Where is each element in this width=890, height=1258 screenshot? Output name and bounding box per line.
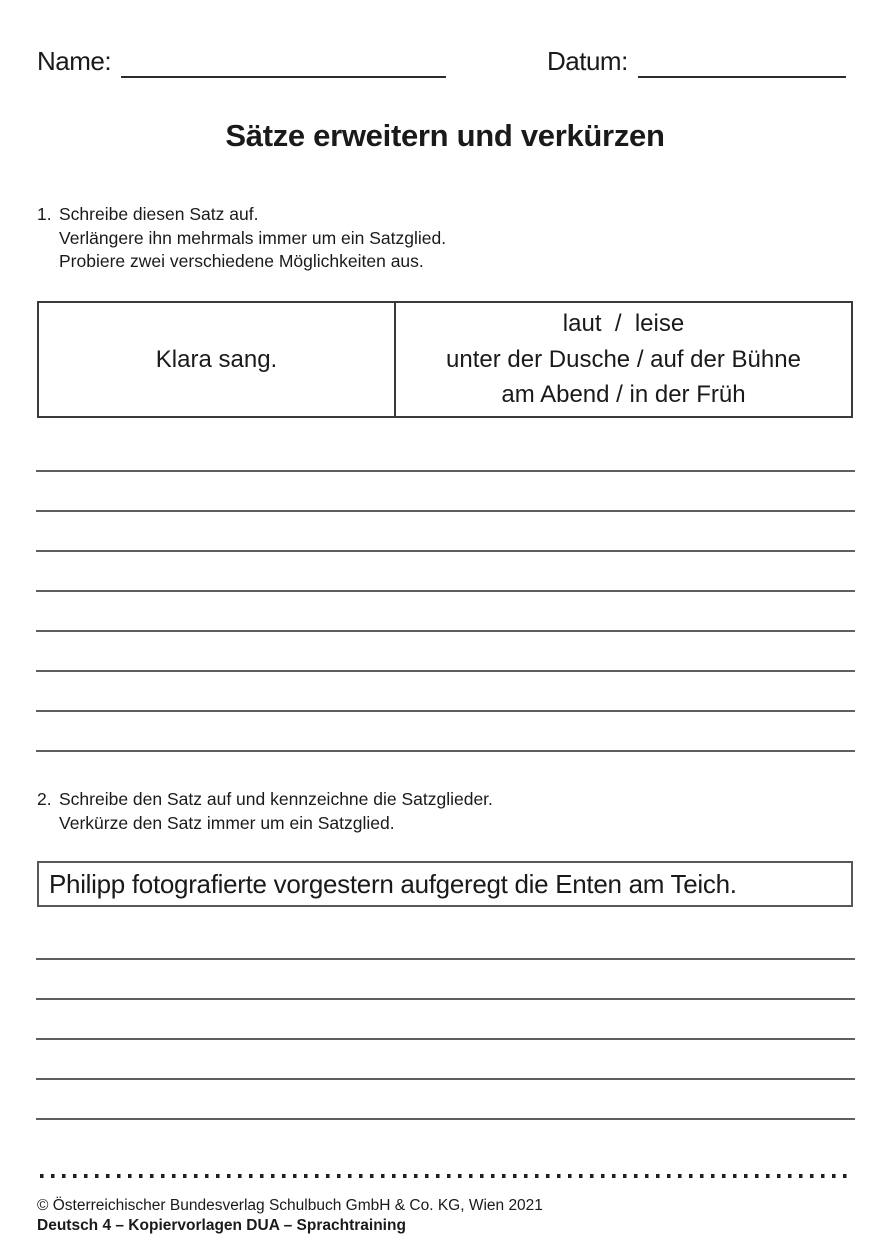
task2-instruction-line: Verkürze den Satz immer um ein Satzglied.	[59, 812, 395, 833]
writing-line[interactable]	[36, 592, 855, 632]
writing-line[interactable]	[36, 920, 855, 960]
writing-line[interactable]	[36, 1040, 855, 1080]
copyright-text: © Österreichischer Bundesverlag Schulbuch GmbH & Co. KG, Wien 2021	[37, 1197, 543, 1214]
date-label: Datum:	[547, 46, 628, 76]
name-fill-line[interactable]	[121, 42, 446, 78]
task2-sentence-box	[37, 861, 853, 907]
task2-stimulus-sentence: Philipp fotografierte vorgestern aufgeregt die Enten am Teich.	[49, 868, 737, 899]
page-title: Sätze erweitern und verkürzen	[225, 118, 665, 153]
task1-instruction-line: Schreibe diesen Satz auf.	[59, 204, 259, 224]
task2-instruction-line: Schreibe den Satz auf und kennzeichne die Satzglieder.	[59, 789, 493, 809]
writing-line[interactable]	[36, 960, 855, 1000]
task1-instructions	[37, 203, 446, 274]
task2-number: 2.	[37, 789, 52, 809]
task1-instruction-line: Verlängere ihn mehrmals immer um ein Satzglied.	[59, 227, 447, 248]
date-fill-line[interactable]	[638, 42, 846, 78]
name-field	[37, 42, 446, 78]
writing-line[interactable]	[36, 472, 855, 512]
stimulus-sentence-cell: Klara sang.	[155, 345, 278, 373]
writing-line[interactable]	[36, 672, 855, 712]
task1-stimulus-table	[37, 301, 853, 418]
stimulus-options-cell	[394, 303, 851, 416]
writing-line[interactable]	[36, 1000, 855, 1040]
footer	[37, 1196, 543, 1235]
writing-line[interactable]	[36, 712, 855, 752]
task2-writing-lines	[36, 920, 855, 1120]
task1-instruction-line: Probiere zwei verschiedene Möglichkeiten aus.	[59, 251, 424, 271]
writing-line[interactable]	[36, 432, 855, 472]
date-field	[547, 42, 846, 78]
writing-line[interactable]	[36, 632, 855, 672]
task2-instructions	[37, 788, 493, 835]
stimulus-option-line: laut / leise	[562, 310, 685, 338]
task1-writing-lines	[36, 432, 855, 752]
stimulus-option-line: unter der Dusche / auf der Bühne	[446, 345, 801, 373]
dotted-separator	[40, 1174, 850, 1178]
writing-line[interactable]	[36, 1080, 855, 1120]
series-title: Deutsch 4 – Kopiervorlagen DUA – Sprachtraining	[37, 1216, 406, 1234]
name-label: Name:	[37, 46, 112, 76]
writing-line[interactable]	[36, 552, 855, 592]
stimulus-option-line: am Abend / in der Früh	[501, 381, 746, 409]
writing-line[interactable]	[36, 512, 855, 552]
task1-number: 1.	[37, 204, 52, 224]
